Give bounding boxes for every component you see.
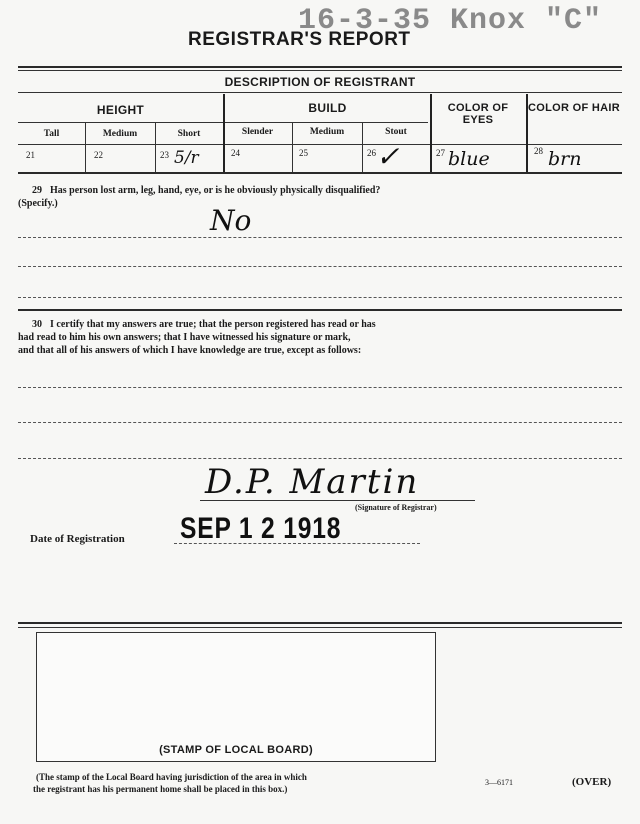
- field-num-21: 21: [26, 150, 35, 160]
- q30-text-line-1: I certify that my answers are true; that the person registered has read or has: [50, 319, 376, 330]
- date-line: [174, 543, 420, 544]
- column-rule: [18, 144, 622, 145]
- desc-rule: [18, 92, 622, 93]
- q29-line-3: [18, 297, 622, 298]
- field-num-24: 24: [231, 148, 240, 158]
- description-title: DESCRIPTION OF REGISTRANT: [224, 75, 416, 89]
- over-note: (OVER): [572, 776, 612, 788]
- top-rule-inner: [18, 70, 622, 71]
- field-num-28: 28: [534, 146, 543, 156]
- q30-line-2: [18, 422, 622, 423]
- height-header: HEIGHT: [96, 103, 145, 117]
- form-number: 3—6171: [485, 778, 513, 787]
- bottom-rule: [18, 622, 622, 624]
- eye-color-answer: blue: [448, 148, 490, 170]
- stout-checkmark: ✓: [376, 140, 400, 173]
- eyes-header: COLOR OF EYES: [447, 102, 509, 126]
- signature-caption: (Signature of Registrar): [355, 503, 437, 512]
- col-label-medium-height: Medium: [102, 129, 138, 139]
- field-num-25: 25: [299, 148, 308, 158]
- q29-number: 29: [32, 185, 42, 196]
- q30-number: 30: [32, 319, 42, 330]
- col-label-stout: Stout: [385, 127, 407, 137]
- hair-color-answer: brn: [548, 148, 582, 170]
- q29-answer: No: [210, 204, 252, 237]
- local-board-stamp-box: [36, 632, 436, 762]
- build-header: BUILD: [308, 101, 347, 115]
- file-stamp: 16-3-35 Knox "C": [298, 4, 603, 38]
- table-bottom-rule: [18, 172, 622, 174]
- stamp-note-line-1: (The stamp of the Local Board having jurisdiction of the area in which: [36, 772, 307, 782]
- stamp-note-line-2: the registrant has his permanent home shall be placed in this box.): [33, 784, 288, 794]
- q30-text-line-3: and that all of his answers of which I have knowledge are true, except as follows:: [18, 345, 362, 356]
- registration-date-stamp: SEP 1 2 1918: [180, 512, 342, 545]
- q30-line-3: [18, 458, 622, 459]
- q29-line-2: [18, 266, 622, 267]
- report-title: REGISTRAR'S REPORT: [188, 29, 411, 50]
- signature-line: [200, 500, 475, 501]
- q29-text: Has person lost arm, leg, hand, eye, or is he obviously physically disqualified?: [50, 185, 381, 196]
- q29-specify: (Specify.): [18, 198, 58, 209]
- q30-line-1: [18, 387, 622, 388]
- field-num-22: 22: [94, 150, 103, 160]
- divider-eyes-hair: [526, 94, 528, 172]
- registrar-signature: D.P. Martin: [205, 462, 420, 502]
- date-label: Date of Registration: [30, 533, 125, 545]
- field-num-27: 27: [436, 148, 445, 158]
- field-num-26: 26: [367, 148, 376, 158]
- col-label-tall: Tall: [43, 129, 60, 139]
- stamp-box-label: (STAMP OF LOCAL BOARD): [159, 744, 313, 756]
- bottom-rule-inner: [18, 627, 622, 628]
- col-label-short: Short: [177, 129, 201, 139]
- section-rule-q29: [18, 309, 622, 311]
- top-rule: [18, 66, 622, 68]
- q30-text-line-2: had read to him his own answers; that I have witnessed his signature or mark,: [18, 332, 351, 343]
- short-answer: 5/r: [174, 148, 199, 168]
- field-num-23: 23: [160, 150, 169, 160]
- col-label-slender: Slender: [241, 127, 274, 137]
- divider-build-eyes: [430, 94, 432, 172]
- hair-header: COLOR OF HAIR: [528, 102, 620, 114]
- q29-line-1: [18, 237, 622, 238]
- col-label-medium-build: Medium: [309, 127, 345, 137]
